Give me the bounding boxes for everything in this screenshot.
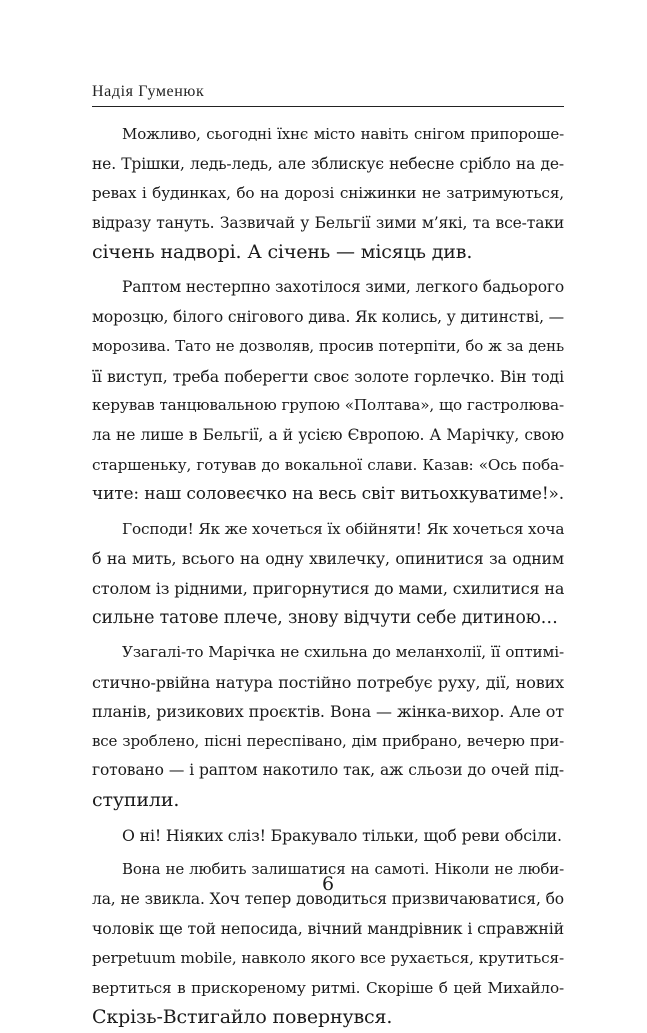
text-line: відразу тануть. Зазвичай у Бельгії зими м’які, та все-таки [92,213,564,232]
body-text [92,120,564,1033]
text-line: сильне татове плече, знову відчути себе дитиною… [92,607,558,628]
text-line: Раптом нестерпно захотілося зими, легкого бадьорого [122,277,565,296]
text-line: січень надворі. А січень — місяць див. [92,241,473,264]
text-line: ревах і будинках, бо на дорозі сніжинки не затримуються, [92,184,564,203]
text-line: морозцю, білого снігового дива. Як колись, у дитинстві, — [92,307,565,326]
text-line: ла, не звикла. Хоч тепер доводиться призвичаюватися, бо [92,889,564,908]
text-line: Вона не любить залишатися на самоті. Ніколи не люби- [122,860,564,879]
text-line: планів, ризикових проєктів. Вона — жінка-вихор. Але от [92,702,564,722]
text-line: столом із рідними, пригорнутися до мами, схилитися на [92,578,565,598]
text-line: ступили. [92,789,180,812]
text-line: ла не лише в Бельгії, а й усією Європою. А Марічку, свою [92,425,564,444]
text-line: чите: наш соловеєчко на весь світ витьохкуватиме!». [92,484,565,505]
text-line: старшеньку, готував до вокальної слави. Казав: «Ось поба- [92,455,564,474]
text-line: Господи! Як же хочеться їх обійняти! Як хочеться хоча [122,519,565,538]
text-line: Узагалі-то Марічка не схильна до меланхолії, її оптимі- [122,643,564,662]
text-line: керував танцювальною групою «Полтава», що гастролюва- [92,396,564,415]
page-number: 6 [321,873,335,895]
text-line: чоловік ще той непосида, вічний мандрівник і справжній [92,919,564,939]
header-rule [92,106,564,107]
text-line: морозива. Тато не дозволяв, просив потерпіти, бо ж за день [92,337,564,356]
text-line: все зроблено, пісні переспівано, дім прибрано, вечерю при- [92,731,564,750]
text-line: вертиться в прискореному ритмі. Скоріше б цей Михайло- [92,978,564,997]
text-line: Можливо, сьогодні їхнє місто навіть снігом припороше- [122,125,564,143]
text-line: її виступ, треба поберегти своє золоте горлечко. Він тоді [92,366,564,386]
text-line: perpetuum mobile, навколо якого все рухається, крутиться- [92,949,564,968]
text-line: стично-рвійна натура постійно потребує руху, дії, нових [92,672,564,692]
text-line: не. Трішки, ледь-ледь, але зблискує небесне срібло на де- [92,154,564,173]
text-line: О ні! Ніяких сліз! Бракувало тільки, щоб реви обсіли. [122,825,562,845]
text-line: готовано — і раптом накотило так, аж сльози до очей під- [92,761,564,780]
running-head: Надія Гуменюк [92,83,205,100]
text-line: б на мить, всього на одну хвилечку, опинитися за одним [92,549,564,569]
text-line: Скрізь-Встигайло повернувся. [92,1006,393,1029]
